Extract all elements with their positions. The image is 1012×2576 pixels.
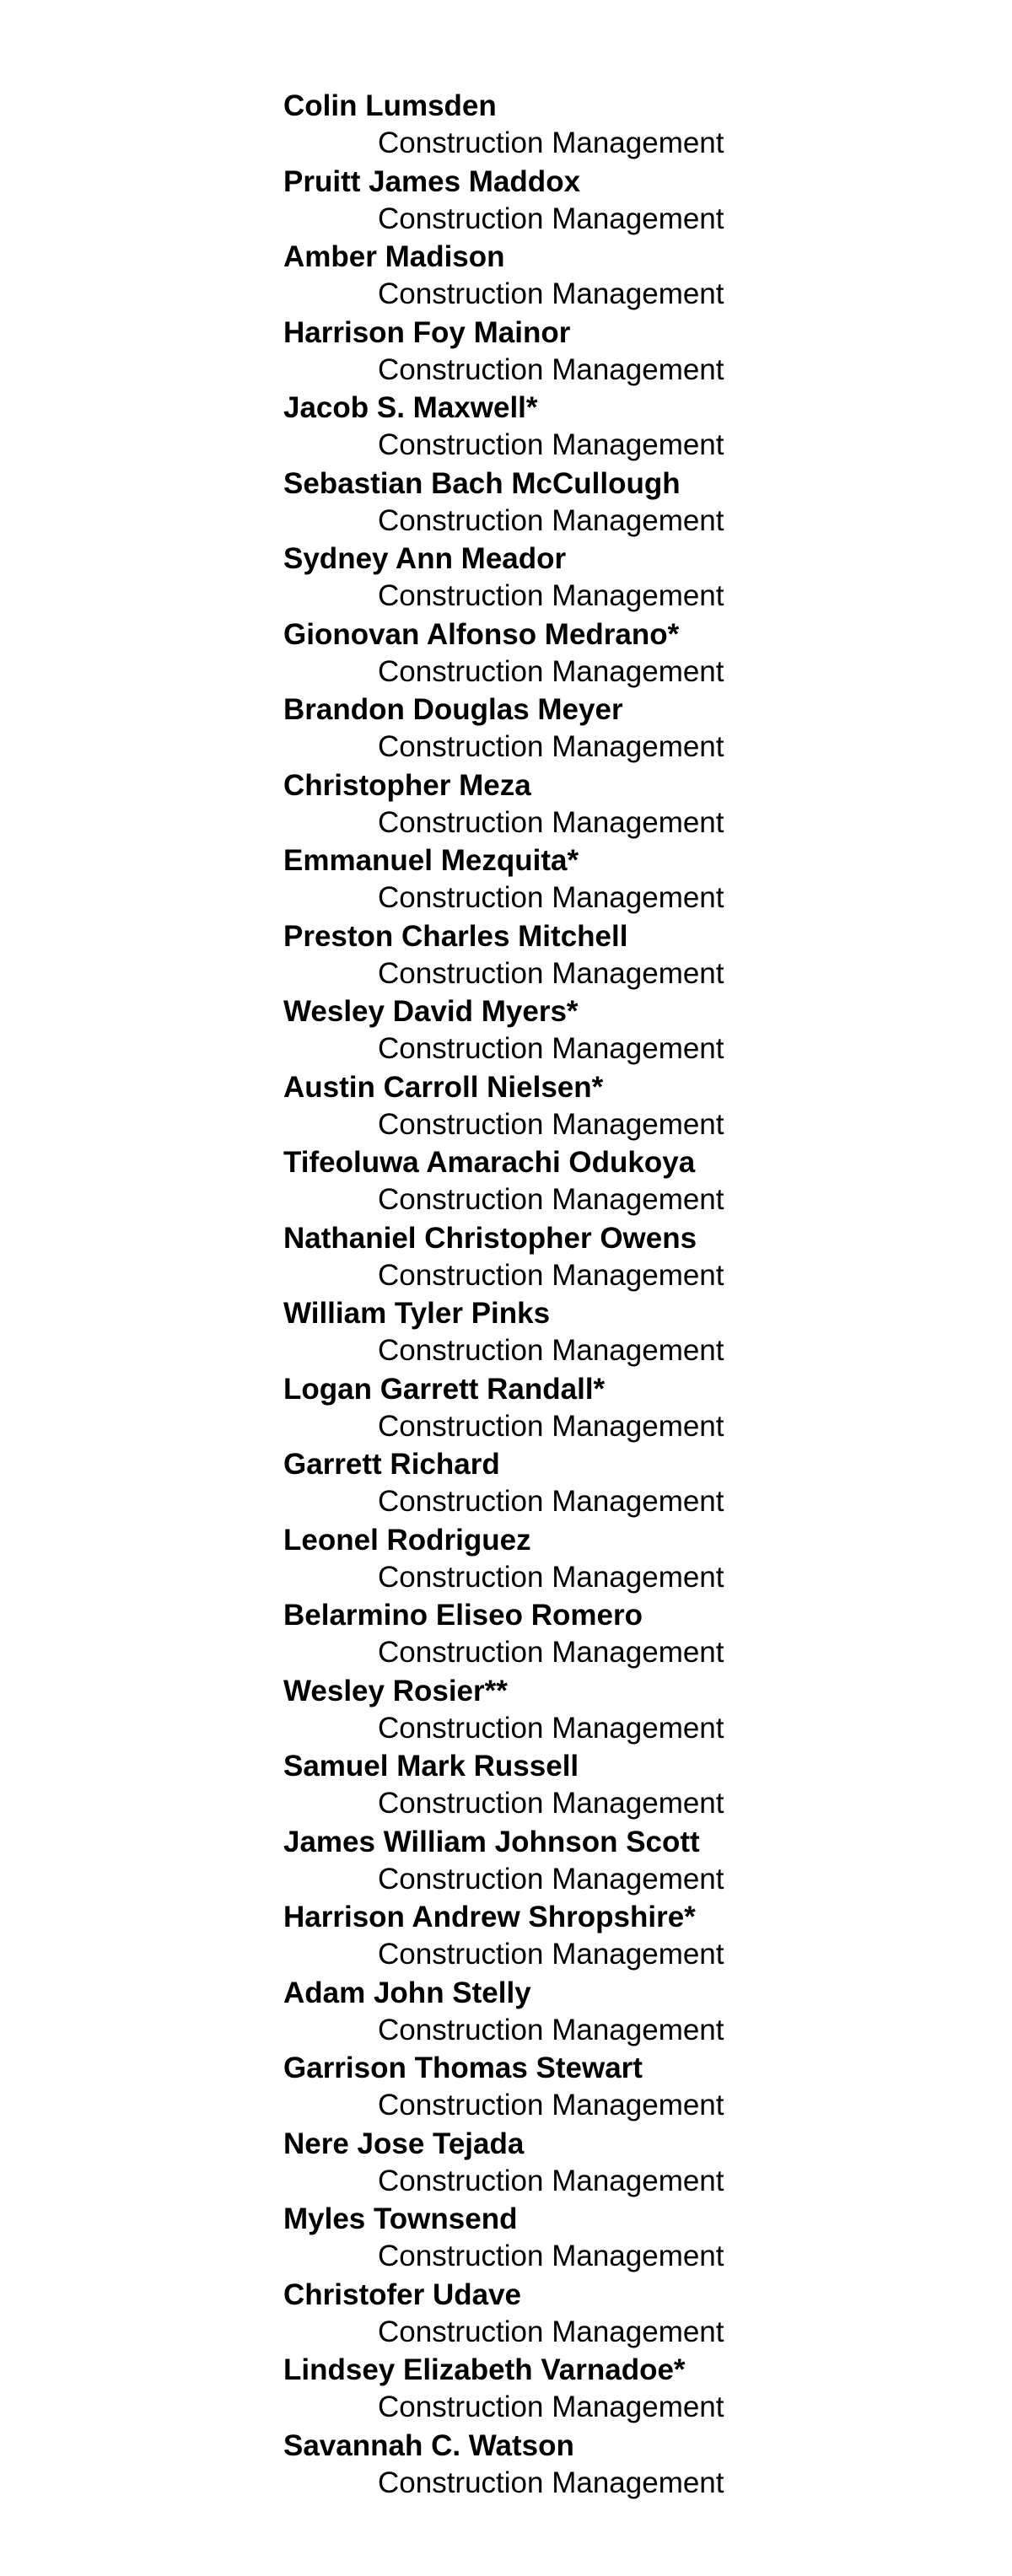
graduate-program: Construction Management: [378, 579, 724, 612]
graduate-name: Garrison Thomas Stewart: [283, 2052, 643, 2084]
graduate-program: Construction Management: [378, 1258, 724, 1292]
graduate-name: Emmanuel Mezquita*: [283, 844, 579, 877]
list-item: [283, 2273, 958, 2349]
graduate-name: Adam John Stelly: [283, 1976, 531, 2009]
graduate-program: Construction Management: [378, 1334, 724, 1367]
graduate-name: Nere Jose Tejada: [283, 2127, 525, 2160]
graduate-program: Construction Management: [378, 1560, 724, 1594]
graduate-name: Christofer Udave: [283, 2278, 522, 2311]
list-item: [283, 311, 958, 387]
list-item: [283, 1745, 958, 1820]
list-item: [283, 688, 958, 764]
graduate-program: Construction Management: [378, 1636, 724, 1669]
list-item: [283, 839, 958, 915]
graduate-name: Leonel Rodriguez: [283, 1523, 531, 1557]
graduate-name: Myles Townsend: [283, 2202, 518, 2235]
graduate-name: Amber Madison: [283, 240, 505, 273]
graduate-name: Wesley David Myers*: [283, 995, 579, 1028]
graduate-list: [283, 84, 958, 2499]
graduate-program: Construction Management: [378, 2089, 724, 2122]
graduate-name: William Tyler Pinks: [283, 1297, 551, 1330]
list-item: [283, 1217, 958, 1293]
graduate-name: Preston Charles Mitchell: [283, 919, 628, 953]
list-item: [283, 1896, 958, 1971]
graduate-program: Construction Management: [378, 2013, 724, 2046]
graduate-name: Belarmino Eliseo Romero: [283, 1599, 643, 1632]
list-item: [283, 235, 958, 311]
graduate-name: Jacob S. Maxwell*: [283, 391, 538, 424]
graduate-program: Construction Management: [378, 2164, 724, 2197]
list-item: [283, 2424, 958, 2500]
graduate-program: Construction Management: [378, 503, 724, 537]
graduate-program: Construction Management: [378, 805, 724, 839]
list-item: [283, 1141, 958, 1217]
graduate-name: Pruitt James Maddox: [283, 164, 581, 198]
graduate-program: Construction Management: [378, 1485, 724, 1518]
graduate-program: Construction Management: [378, 1938, 724, 1971]
graduate-program: Construction Management: [378, 2390, 724, 2423]
list-item: [283, 1292, 958, 1368]
list-item: [283, 613, 958, 689]
graduate-name: Logan Garrett Randall*: [283, 1372, 606, 1406]
list-item: [283, 462, 958, 538]
graduate-name: Christopher Meza: [283, 768, 531, 802]
graduate-program: Construction Management: [378, 730, 724, 763]
list-item: [283, 537, 958, 613]
graduate-name: Sydney Ann Meador: [283, 542, 567, 575]
graduate-name: Sebastian Bach McCullough: [283, 466, 681, 500]
graduate-program: Construction Management: [378, 1183, 724, 1216]
list-item: [283, 1443, 958, 1519]
graduate-program: Construction Management: [378, 352, 724, 386]
graduate-program: Construction Management: [378, 1409, 724, 1443]
list-item: [283, 1670, 958, 1745]
graduate-program: Construction Management: [378, 881, 724, 914]
list-item: [283, 990, 958, 1066]
list-item: [283, 1971, 958, 2047]
list-item: [283, 764, 958, 840]
graduate-name: Garrett Richard: [283, 1448, 500, 1481]
graduate-program: Construction Management: [378, 2240, 724, 2272]
graduate-name: Lindsey Elizabeth Varnadoe*: [283, 2353, 686, 2386]
graduate-name: Wesley Rosier**: [283, 1674, 508, 1707]
graduate-program: Construction Management: [378, 428, 724, 461]
graduate-name: James William Johnson Scott: [283, 1825, 700, 1858]
graduate-program: Construction Management: [378, 1862, 724, 1896]
graduate-name: Colin Lumsden: [283, 89, 497, 122]
list-item: [283, 1368, 958, 1444]
graduate-name: Austin Carroll Nielsen*: [283, 1070, 604, 1104]
list-item: [283, 2046, 958, 2122]
graduate-program: Construction Management: [378, 126, 724, 159]
graduate-name: Brandon Douglas Meyer: [283, 693, 623, 726]
graduate-name: Gionovan Alfonso Medrano*: [283, 617, 680, 651]
list-item: [283, 1066, 958, 1142]
graduate-name: Savannah C. Watson: [283, 2428, 574, 2462]
graduate-program: Construction Management: [378, 1711, 724, 1745]
list-item: [283, 915, 958, 991]
graduate-program: Construction Management: [378, 2315, 724, 2348]
list-item: [283, 160, 958, 236]
list-item: [283, 2348, 958, 2424]
graduate-program: Construction Management: [378, 1787, 724, 1820]
list-item: [283, 1594, 958, 1670]
graduate-program: Construction Management: [378, 1107, 724, 1141]
graduate-program: Construction Management: [378, 2466, 724, 2499]
graduate-name: Harrison Foy Mainor: [283, 315, 571, 349]
graduate-program: Construction Management: [378, 1032, 724, 1065]
list-item: [283, 1820, 958, 1896]
list-item: [283, 84, 958, 160]
graduate-program: Construction Management: [378, 654, 724, 688]
graduate-program: Construction Management: [378, 956, 724, 990]
list-item: [283, 1519, 958, 1595]
list-item: [283, 2122, 958, 2198]
graduate-name: Tifeoluwa Amarachi Odukoya: [283, 1146, 696, 1179]
graduate-name: Harrison Andrew Shropshire*: [283, 1901, 696, 1933]
graduate-program: Construction Management: [378, 277, 724, 310]
list-item: [283, 386, 958, 462]
graduate-name: Samuel Mark Russell: [283, 1750, 579, 1783]
graduate-program: Construction Management: [378, 202, 724, 235]
graduate-name: Nathaniel Christopher Owens: [283, 1221, 697, 1255]
list-item: [283, 2197, 958, 2273]
